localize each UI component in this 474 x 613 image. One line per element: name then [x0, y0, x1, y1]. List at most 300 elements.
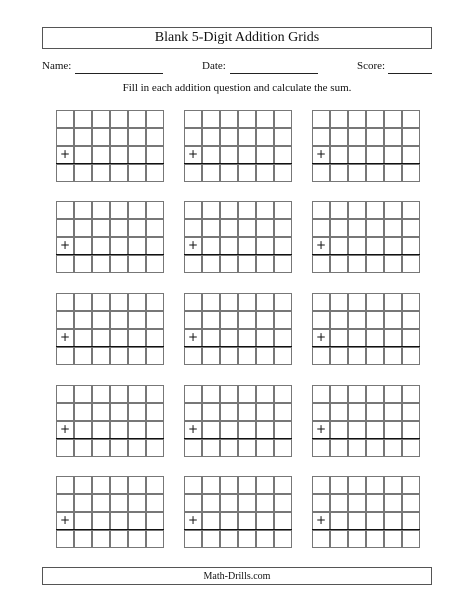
grid-cell[interactable]: [256, 421, 274, 439]
grid-cell[interactable]: [202, 439, 220, 457]
grid-cell[interactable]: [256, 110, 274, 128]
grid-cell[interactable]: [184, 476, 202, 494]
grid-cell[interactable]: [146, 347, 164, 365]
grid-cell[interactable]: [330, 128, 348, 146]
grid-cell[interactable]: [56, 476, 74, 494]
grid-cell[interactable]: [146, 201, 164, 219]
grid-cell[interactable]: [312, 476, 330, 494]
grid-cell[interactable]: [366, 201, 384, 219]
grid-cell[interactable]: [312, 219, 330, 237]
grid-cell[interactable]: [348, 237, 366, 255]
grid-cell[interactable]: [146, 146, 164, 164]
grid-cell[interactable]: [274, 347, 292, 365]
grid-cell[interactable]: [128, 311, 146, 329]
grid-cell[interactable]: [92, 164, 110, 182]
grid-cell[interactable]: [312, 347, 330, 365]
grid-cell[interactable]: [238, 201, 256, 219]
grid-cell[interactable]: [348, 110, 366, 128]
grid-cell[interactable]: [56, 347, 74, 365]
grid-cell[interactable]: [256, 385, 274, 403]
grid-cell[interactable]: [146, 530, 164, 548]
grid-cell[interactable]: [402, 329, 420, 347]
date-line[interactable]: [230, 73, 318, 74]
grid-cell[interactable]: [110, 403, 128, 421]
grid-cell[interactable]: [220, 128, 238, 146]
grid-cell[interactable]: [92, 237, 110, 255]
grid-cell[interactable]: [92, 494, 110, 512]
grid-cell[interactable]: [402, 421, 420, 439]
grid-cell[interactable]: [146, 385, 164, 403]
grid-cell[interactable]: [274, 512, 292, 530]
grid-cell[interactable]: [238, 476, 256, 494]
grid-cell[interactable]: [128, 110, 146, 128]
grid-cell[interactable]: [146, 128, 164, 146]
grid-cell[interactable]: [202, 311, 220, 329]
grid-cell[interactable]: [312, 403, 330, 421]
grid-cell[interactable]: [92, 110, 110, 128]
grid-cell[interactable]: [330, 201, 348, 219]
grid-cell[interactable]: [184, 347, 202, 365]
grid-cell[interactable]: [312, 439, 330, 457]
grid-cell[interactable]: [220, 530, 238, 548]
grid-cell[interactable]: [56, 128, 74, 146]
grid-cell[interactable]: [92, 421, 110, 439]
grid-cell[interactable]: [92, 530, 110, 548]
grid-cell[interactable]: [202, 128, 220, 146]
grid-cell[interactable]: [274, 329, 292, 347]
grid-cell[interactable]: [330, 385, 348, 403]
grid-cell[interactable]: [146, 164, 164, 182]
grid-cell[interactable]: [330, 255, 348, 273]
grid-cell[interactable]: [402, 403, 420, 421]
grid-cell[interactable]: [220, 219, 238, 237]
grid-cell[interactable]: [366, 164, 384, 182]
grid-cell[interactable]: [128, 329, 146, 347]
grid-cell[interactable]: [146, 110, 164, 128]
grid-cell[interactable]: [110, 146, 128, 164]
grid-cell[interactable]: [74, 311, 92, 329]
grid-cell[interactable]: [312, 110, 330, 128]
grid-cell[interactable]: [274, 476, 292, 494]
grid-cell[interactable]: [128, 494, 146, 512]
grid-cell[interactable]: [92, 255, 110, 273]
grid-cell[interactable]: [366, 219, 384, 237]
grid-cell[interactable]: [402, 293, 420, 311]
grid-cell[interactable]: [56, 311, 74, 329]
grid-cell[interactable]: [384, 530, 402, 548]
grid-cell[interactable]: [128, 255, 146, 273]
grid-cell[interactable]: [348, 255, 366, 273]
grid-cell[interactable]: [92, 439, 110, 457]
grid-cell[interactable]: [312, 385, 330, 403]
grid-cell[interactable]: [348, 530, 366, 548]
grid-cell[interactable]: [128, 421, 146, 439]
grid-cell[interactable]: [202, 385, 220, 403]
grid-cell[interactable]: [220, 476, 238, 494]
grid-cell[interactable]: [128, 201, 146, 219]
grid-cell[interactable]: [366, 512, 384, 530]
grid-cell[interactable]: [184, 403, 202, 421]
grid-cell[interactable]: [256, 530, 274, 548]
grid-cell[interactable]: [92, 219, 110, 237]
grid-cell[interactable]: [348, 293, 366, 311]
grid-cell[interactable]: [202, 164, 220, 182]
grid-cell[interactable]: [348, 439, 366, 457]
grid-cell[interactable]: [92, 311, 110, 329]
grid-cell[interactable]: [110, 494, 128, 512]
grid-cell[interactable]: [220, 403, 238, 421]
grid-cell[interactable]: [202, 421, 220, 439]
score-line[interactable]: [388, 73, 432, 74]
grid-cell[interactable]: [312, 293, 330, 311]
grid-cell[interactable]: [238, 146, 256, 164]
grid-cell[interactable]: [74, 494, 92, 512]
grid-cell[interactable]: [366, 439, 384, 457]
grid-cell[interactable]: [402, 439, 420, 457]
grid-cell[interactable]: [110, 385, 128, 403]
grid-cell[interactable]: [384, 237, 402, 255]
grid-cell[interactable]: [366, 403, 384, 421]
grid-cell[interactable]: [238, 385, 256, 403]
grid-cell[interactable]: [330, 421, 348, 439]
grid-cell[interactable]: [256, 146, 274, 164]
grid-cell[interactable]: [74, 421, 92, 439]
grid-cell[interactable]: [274, 385, 292, 403]
grid-cell[interactable]: [220, 329, 238, 347]
grid-cell[interactable]: [128, 146, 146, 164]
grid-cell[interactable]: [330, 293, 348, 311]
grid-cell[interactable]: [238, 237, 256, 255]
grid-cell[interactable]: [366, 530, 384, 548]
grid-cell[interactable]: [92, 347, 110, 365]
grid-cell[interactable]: [220, 164, 238, 182]
grid-cell[interactable]: [312, 128, 330, 146]
grid-cell[interactable]: [202, 237, 220, 255]
grid-cell[interactable]: [238, 128, 256, 146]
grid-cell[interactable]: [146, 476, 164, 494]
grid-cell[interactable]: [256, 439, 274, 457]
grid-cell[interactable]: [220, 494, 238, 512]
grid-cell[interactable]: [256, 329, 274, 347]
grid-cell[interactable]: [274, 421, 292, 439]
grid-cell[interactable]: [146, 311, 164, 329]
grid-cell[interactable]: [402, 255, 420, 273]
grid-cell[interactable]: [74, 255, 92, 273]
grid-cell[interactable]: [110, 530, 128, 548]
grid-cell[interactable]: [238, 110, 256, 128]
grid-cell[interactable]: [74, 237, 92, 255]
grid-cell[interactable]: [256, 164, 274, 182]
grid-cell[interactable]: [330, 311, 348, 329]
grid-cell[interactable]: [128, 385, 146, 403]
grid-cell[interactable]: [202, 494, 220, 512]
grid-cell[interactable]: [256, 255, 274, 273]
grid-cell[interactable]: [384, 219, 402, 237]
grid-cell[interactable]: [110, 164, 128, 182]
grid-cell[interactable]: [384, 164, 402, 182]
grid-cell[interactable]: [110, 347, 128, 365]
grid-cell[interactable]: [384, 110, 402, 128]
grid-cell[interactable]: [56, 439, 74, 457]
grid-cell[interactable]: [202, 512, 220, 530]
grid-cell[interactable]: [366, 128, 384, 146]
grid-cell[interactable]: [146, 512, 164, 530]
grid-cell[interactable]: [384, 421, 402, 439]
grid-cell[interactable]: [110, 329, 128, 347]
grid-cell[interactable]: [56, 110, 74, 128]
grid-cell[interactable]: [56, 385, 74, 403]
grid-cell[interactable]: [366, 347, 384, 365]
grid-cell[interactable]: [146, 293, 164, 311]
grid-cell[interactable]: [128, 439, 146, 457]
grid-cell[interactable]: [330, 219, 348, 237]
grid-cell[interactable]: [274, 237, 292, 255]
grid-cell[interactable]: [202, 201, 220, 219]
grid-cell[interactable]: [146, 237, 164, 255]
grid-cell[interactable]: [366, 146, 384, 164]
grid-cell[interactable]: [402, 219, 420, 237]
grid-cell[interactable]: [330, 237, 348, 255]
grid-cell[interactable]: [184, 494, 202, 512]
grid-cell[interactable]: [238, 311, 256, 329]
grid-cell[interactable]: [366, 421, 384, 439]
grid-cell[interactable]: [110, 201, 128, 219]
grid-cell[interactable]: [74, 110, 92, 128]
grid-cell[interactable]: [366, 237, 384, 255]
grid-cell[interactable]: [348, 164, 366, 182]
grid-cell[interactable]: [128, 512, 146, 530]
grid-cell[interactable]: [128, 237, 146, 255]
grid-cell[interactable]: [74, 201, 92, 219]
grid-cell[interactable]: [110, 110, 128, 128]
grid-cell[interactable]: [56, 293, 74, 311]
grid-cell[interactable]: [274, 201, 292, 219]
grid-cell[interactable]: [238, 164, 256, 182]
grid-cell[interactable]: [366, 476, 384, 494]
grid-cell[interactable]: [92, 146, 110, 164]
grid-cell[interactable]: [184, 219, 202, 237]
grid-cell[interactable]: [220, 421, 238, 439]
grid-cell[interactable]: [366, 494, 384, 512]
grid-cell[interactable]: [74, 146, 92, 164]
grid-cell[interactable]: [220, 255, 238, 273]
grid-cell[interactable]: [348, 385, 366, 403]
grid-cell[interactable]: [110, 293, 128, 311]
grid-cell[interactable]: [312, 201, 330, 219]
grid-cell[interactable]: [238, 494, 256, 512]
grid-cell[interactable]: [74, 329, 92, 347]
grid-cell[interactable]: [202, 219, 220, 237]
grid-cell[interactable]: [74, 439, 92, 457]
grid-cell[interactable]: [184, 293, 202, 311]
grid-cell[interactable]: [110, 421, 128, 439]
grid-cell[interactable]: [92, 128, 110, 146]
grid-cell[interactable]: [348, 494, 366, 512]
grid-cell[interactable]: [74, 403, 92, 421]
grid-cell[interactable]: [202, 403, 220, 421]
grid-cell[interactable]: [220, 201, 238, 219]
grid-cell[interactable]: [274, 293, 292, 311]
grid-cell[interactable]: [56, 255, 74, 273]
grid-cell[interactable]: [128, 128, 146, 146]
grid-cell[interactable]: [56, 494, 74, 512]
grid-cell[interactable]: [274, 110, 292, 128]
grid-cell[interactable]: [384, 476, 402, 494]
grid-cell[interactable]: [110, 439, 128, 457]
grid-cell[interactable]: [92, 476, 110, 494]
grid-cell[interactable]: [74, 128, 92, 146]
grid-cell[interactable]: [146, 329, 164, 347]
grid-cell[interactable]: [74, 530, 92, 548]
grid-cell[interactable]: [348, 146, 366, 164]
grid-cell[interactable]: [146, 219, 164, 237]
grid-cell[interactable]: [366, 110, 384, 128]
grid-cell[interactable]: [74, 476, 92, 494]
grid-cell[interactable]: [220, 439, 238, 457]
grid-cell[interactable]: [348, 476, 366, 494]
grid-cell[interactable]: [384, 146, 402, 164]
grid-cell[interactable]: [274, 530, 292, 548]
grid-cell[interactable]: [366, 329, 384, 347]
grid-cell[interactable]: [202, 530, 220, 548]
grid-cell[interactable]: [402, 512, 420, 530]
grid-cell[interactable]: [146, 439, 164, 457]
grid-cell[interactable]: [146, 421, 164, 439]
grid-cell[interactable]: [110, 237, 128, 255]
grid-cell[interactable]: [92, 512, 110, 530]
grid-cell[interactable]: [330, 146, 348, 164]
grid-cell[interactable]: [202, 347, 220, 365]
grid-cell[interactable]: [184, 255, 202, 273]
grid-cell[interactable]: [384, 494, 402, 512]
grid-cell[interactable]: [74, 512, 92, 530]
grid-cell[interactable]: [220, 293, 238, 311]
grid-cell[interactable]: [128, 219, 146, 237]
grid-cell[interactable]: [128, 347, 146, 365]
grid-cell[interactable]: [348, 512, 366, 530]
grid-cell[interactable]: [202, 146, 220, 164]
grid-cell[interactable]: [348, 311, 366, 329]
grid-cell[interactable]: [330, 403, 348, 421]
grid-cell[interactable]: [92, 201, 110, 219]
grid-cell[interactable]: [128, 403, 146, 421]
grid-cell[interactable]: [330, 512, 348, 530]
grid-cell[interactable]: [330, 347, 348, 365]
grid-cell[interactable]: [366, 311, 384, 329]
grid-cell[interactable]: [202, 255, 220, 273]
grid-cell[interactable]: [256, 311, 274, 329]
grid-cell[interactable]: [74, 347, 92, 365]
grid-cell[interactable]: [348, 329, 366, 347]
grid-cell[interactable]: [128, 476, 146, 494]
grid-cell[interactable]: [146, 255, 164, 273]
grid-cell[interactable]: [384, 201, 402, 219]
grid-cell[interactable]: [330, 494, 348, 512]
grid-cell[interactable]: [402, 476, 420, 494]
grid-cell[interactable]: [202, 476, 220, 494]
grid-cell[interactable]: [384, 385, 402, 403]
grid-cell[interactable]: [384, 439, 402, 457]
grid-cell[interactable]: [220, 385, 238, 403]
grid-cell[interactable]: [146, 403, 164, 421]
grid-cell[interactable]: [110, 512, 128, 530]
grid-cell[interactable]: [312, 530, 330, 548]
grid-cell[interactable]: [220, 146, 238, 164]
grid-cell[interactable]: [184, 201, 202, 219]
grid-cell[interactable]: [202, 293, 220, 311]
grid-cell[interactable]: [92, 385, 110, 403]
grid-cell[interactable]: [384, 128, 402, 146]
grid-cell[interactable]: [238, 530, 256, 548]
grid-cell[interactable]: [366, 385, 384, 403]
grid-cell[interactable]: [384, 347, 402, 365]
grid-cell[interactable]: [128, 293, 146, 311]
grid-cell[interactable]: [184, 439, 202, 457]
grid-cell[interactable]: [274, 164, 292, 182]
grid-cell[interactable]: [256, 403, 274, 421]
grid-cell[interactable]: [348, 347, 366, 365]
grid-cell[interactable]: [56, 219, 74, 237]
grid-cell[interactable]: [402, 201, 420, 219]
grid-cell[interactable]: [274, 255, 292, 273]
grid-cell[interactable]: [348, 421, 366, 439]
grid-cell[interactable]: [92, 403, 110, 421]
grid-cell[interactable]: [330, 439, 348, 457]
grid-cell[interactable]: [220, 347, 238, 365]
grid-cell[interactable]: [348, 128, 366, 146]
grid-cell[interactable]: [274, 146, 292, 164]
grid-cell[interactable]: [330, 110, 348, 128]
grid-cell[interactable]: [348, 201, 366, 219]
grid-cell[interactable]: [274, 494, 292, 512]
grid-cell[interactable]: [256, 128, 274, 146]
grid-cell[interactable]: [128, 164, 146, 182]
grid-cell[interactable]: [220, 237, 238, 255]
grid-cell[interactable]: [256, 494, 274, 512]
grid-cell[interactable]: [184, 128, 202, 146]
grid-cell[interactable]: [402, 128, 420, 146]
grid-cell[interactable]: [312, 311, 330, 329]
grid-cell[interactable]: [348, 219, 366, 237]
grid-cell[interactable]: [402, 110, 420, 128]
grid-cell[interactable]: [384, 329, 402, 347]
grid-cell[interactable]: [74, 164, 92, 182]
grid-cell[interactable]: [274, 128, 292, 146]
grid-cell[interactable]: [74, 385, 92, 403]
grid-cell[interactable]: [110, 255, 128, 273]
grid-cell[interactable]: [366, 255, 384, 273]
grid-cell[interactable]: [110, 128, 128, 146]
grid-cell[interactable]: [184, 311, 202, 329]
grid-cell[interactable]: [312, 494, 330, 512]
grid-cell[interactable]: [384, 293, 402, 311]
grid-cell[interactable]: [56, 530, 74, 548]
grid-cell[interactable]: [384, 311, 402, 329]
grid-cell[interactable]: [74, 219, 92, 237]
grid-cell[interactable]: [384, 512, 402, 530]
grid-cell[interactable]: [220, 110, 238, 128]
grid-cell[interactable]: [110, 311, 128, 329]
grid-cell[interactable]: [202, 110, 220, 128]
grid-cell[interactable]: [402, 146, 420, 164]
grid-cell[interactable]: [202, 329, 220, 347]
grid-cell[interactable]: [220, 512, 238, 530]
grid-cell[interactable]: [402, 237, 420, 255]
grid-cell[interactable]: [330, 329, 348, 347]
grid-cell[interactable]: [274, 439, 292, 457]
grid-cell[interactable]: [238, 329, 256, 347]
grid-cell[interactable]: [238, 293, 256, 311]
